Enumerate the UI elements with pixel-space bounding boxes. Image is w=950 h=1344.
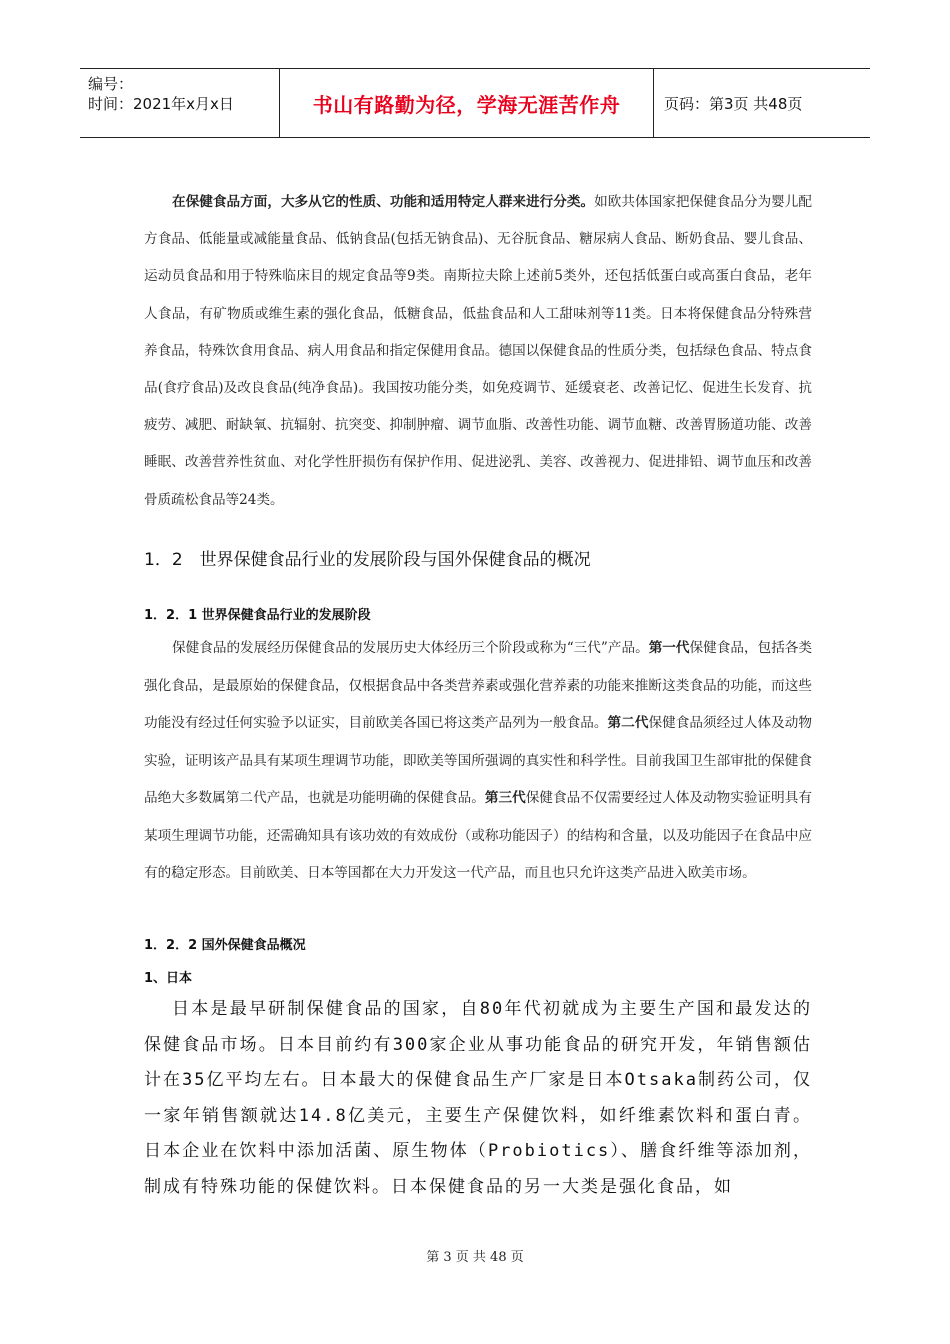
header-page-info: 页码：第3页 共48页 (664, 94, 803, 113)
document-header (80, 68, 870, 138)
emphasis-second-generation: 第二代 (607, 715, 649, 731)
document-number-label: 编号： (88, 75, 134, 93)
header-meta (80, 69, 280, 137)
section-heading-japan: 1、日本 (144, 971, 193, 986)
section-heading-1-2-1: 1．2．1 世界保健食品行业的发展阶段 (144, 608, 371, 623)
text-run: 保健食品的发展经历保健食品的发展历史大体经历三个阶段或称为“三代”产品。 (172, 640, 649, 656)
document-date: 时间：2021年x月x日 (88, 95, 234, 113)
paragraph-development-stages (144, 630, 812, 893)
paragraph-japan: 日本是最早研制保健食品的国家，自80年代初就成为主要生产国和最发达的保健食品市场。日本目前约有300家企业从事功能食品的研究开发，年销售额估计在35亿平均左右。日本最大的保健食品生产厂家是日本Otsaka制药公司，仅一家年销售额就达14.8亿美元，主要生产保健饮料，如纤维素饮料和蛋白青。日本企业在饮料中添加活菌、原生物体（Probiotics）、膳食纤维等添加剂，制成有特殊功能的保健饮料。日本保健食品的另一大类是强化食品，如 (144, 999, 812, 1197)
header-motto: 书山有路勤为径，学海无涯苦作舟 (280, 69, 654, 137)
paragraph-classification (144, 184, 812, 519)
section-heading-1-2: 1．2 世界保健食品行业的发展阶段与国外保健食品的概况 (144, 550, 591, 570)
paragraph-body: 如欧共体国家把保健食品分为婴儿配方食品、低能量或减能量食品、低钠食品(包括无钠食品)、无谷朊食品、糖尿病人食品、断奶食品、婴儿食品、运动员食品和用于特殊临床目的规定食品等9类。南斯拉夫除上述前5类外，还包括低蛋白或高蛋白食品，老年人食品，有矿物质或维生素的强化食品，低糖食品，低盐食品和人工甜味剂等11类。日本将保健食品分特殊营养食品，特殊饮食用食品、病人用食品和指定保健用食品。德国以保健食品的性质分类，包括绿色食品、特点食品(食疗食品)及改良食品(纯净食品)。我国按功能分类，如免疫调节、延缓衰老、改善记忆、促进生长发育、抗疲劳、减肥、耐缺氧、抗辐射、抗突变、抑制肿瘤、调节血脂、改善性功能、调节血糖、改善胃肠道功能、改善睡眠、改善营养性贫血、对化学性肝损伤有保护作用、促进泌乳、美容、改善视力、促进排铅、调节血压和改善骨质疏松食品等24类。 (144, 194, 813, 508)
paragraph-lead: 在保健食品方面，大多从它的性质、功能和适用特定人群来进行分类。 (172, 194, 595, 210)
emphasis-first-generation: 第一代 (648, 640, 690, 656)
page-footer: 第 3 页 共 48 页 (426, 1250, 524, 1265)
text-run: 保健食品，包括各类强化食品，是最原始的保健食品，仅根据食品中各类营养素或强化营养素的功能来推断这类食品的功能，而这些功能没有经过任何实验予以证实，目前欧美各国已将这类产品列为一般食品。 (144, 640, 813, 731)
text-run: 保健食品须经过人体及动物实验，证明该产品具有某项生理调节功能，即欧美等国所强调的真实性和科学性。目前我国卫生部审批的保健食品绝大多数属第二代产品，也就是功能明确的保健食品。 (144, 715, 813, 806)
section-heading-1-2-2: 1．2．2 国外保健食品概况 (144, 938, 306, 953)
text-run: 保健食品不仅需要经过人体及动物实验证明具有某项生理调节功能，还需确知具有该功效的有效成份（或称功能因子）的结构和含量，以及功能因子在食品中应有的稳定形态。目前欧美、日本等国都在大力开发这一代产品，而且也只允许这类产品进入欧美市场。 (144, 790, 813, 881)
emphasis-third-generation: 第三代 (484, 790, 526, 806)
